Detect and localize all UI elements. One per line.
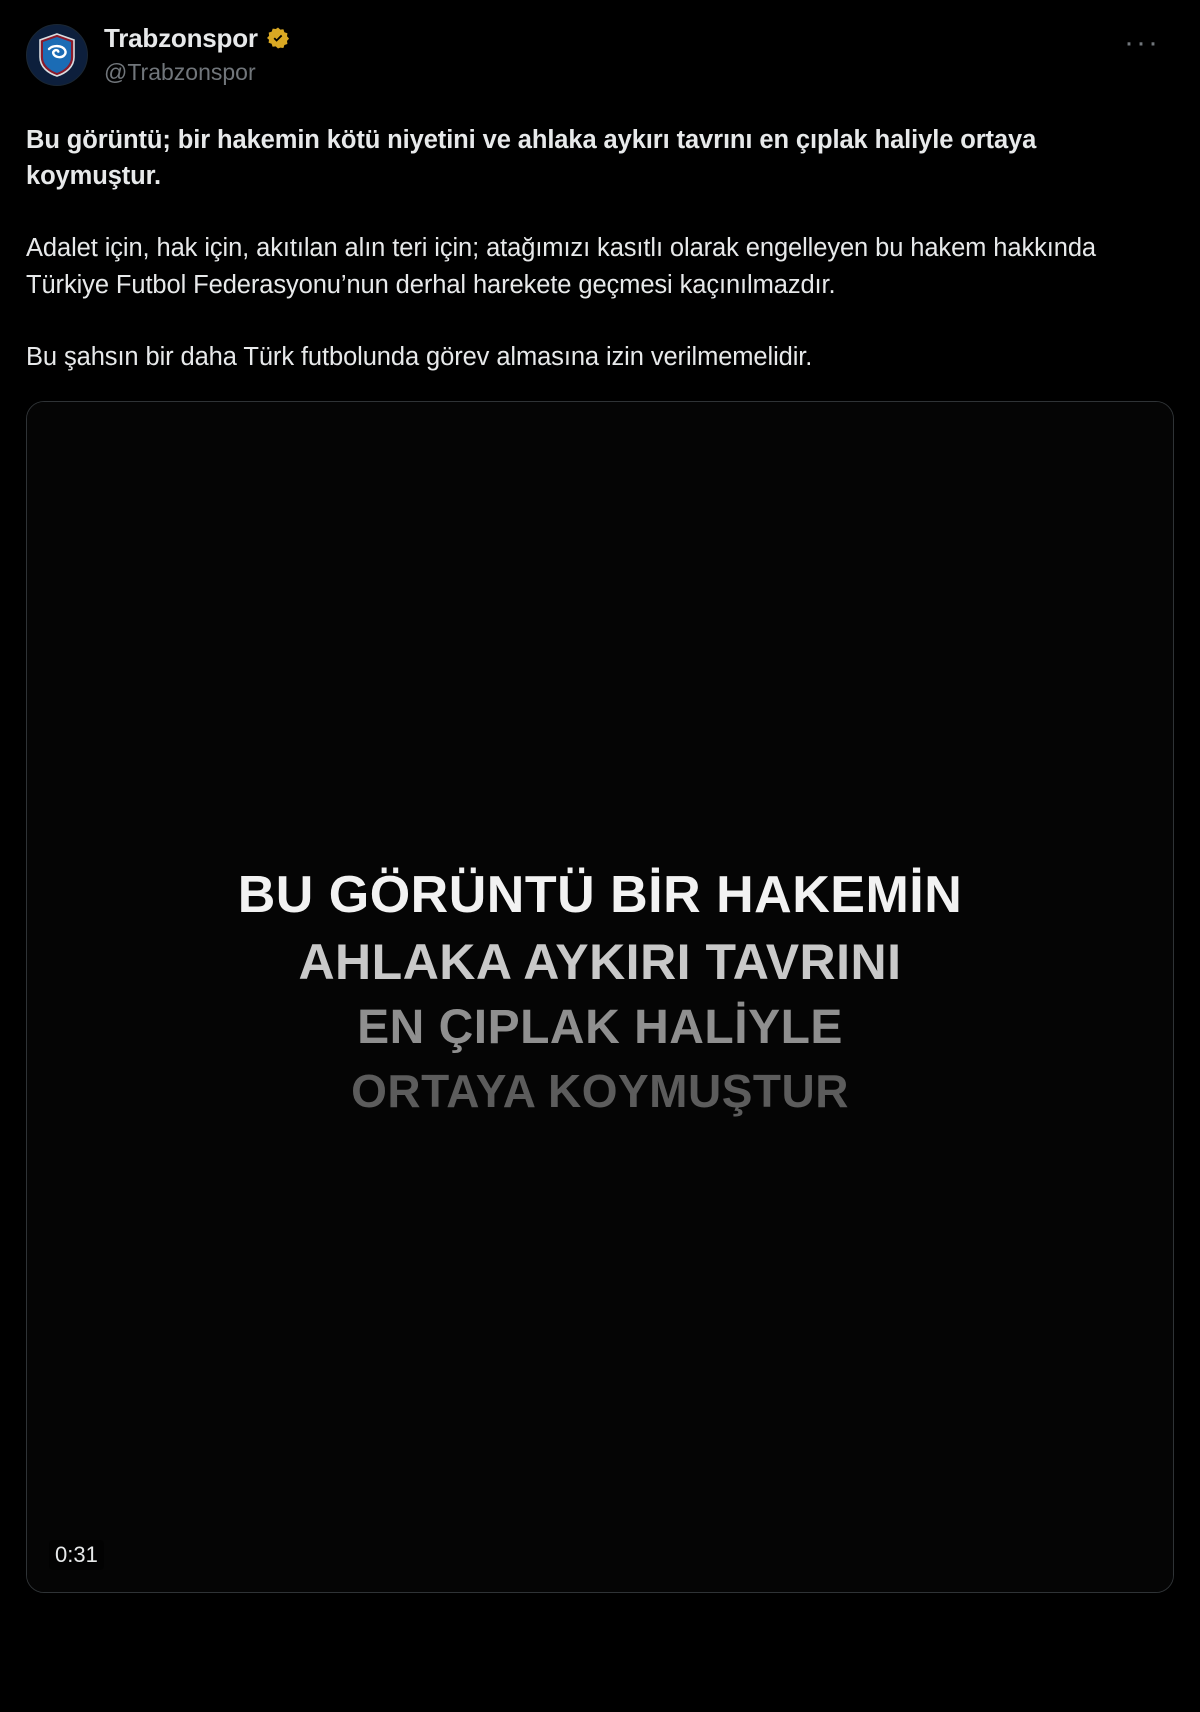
- author-handle[interactable]: @Trabzonspor: [104, 58, 256, 85]
- media-video-player[interactable]: [26, 401, 1174, 1593]
- video-frame: [27, 402, 1173, 1592]
- video-overlay-line-3: EN ÇIPLAK HALİYLE: [357, 1000, 843, 1054]
- video-overlay-line-1: BU GÖRÜNTÜ BİR HAKEMİN: [237, 866, 963, 925]
- video-overlay-line-2: AHLAKA AYKIRI TAVRINI: [298, 933, 902, 990]
- trabzonspor-crest-icon: [37, 33, 77, 77]
- tweet-paragraph-2: Adalet için, hak için, akıtılan alın teri için; atağımızı kasıtlı olarak engelleyen bu hakem hakkında Türkiye Futbol Federasyonu’nun derhal harekete geçmesi kaçınılmazdır.: [26, 234, 1096, 299]
- video-overlay-line-4: ORTAYA KOYMUŞTUR: [351, 1065, 849, 1118]
- verified-badge-icon: [266, 26, 290, 50]
- tweet-paragraph-3: Bu şahsın bir daha Türk futbolunda görev almasına izin verilmemelidir.: [26, 342, 813, 371]
- tweet-text: [26, 122, 1174, 375]
- video-duration-badge: 0:31: [49, 1540, 104, 1570]
- author-name-row: [104, 24, 290, 53]
- paragraph-spacer: [26, 303, 1174, 339]
- author-display-name[interactable]: Trabzonspor: [104, 23, 258, 53]
- video-overlay-text: [27, 865, 1173, 1118]
- author-identity: [104, 18, 290, 86]
- tweet-paragraph-1: Bu görüntü; bir hakemin kötü niyetini ve ahlaka aykırı tavrını en çıplak haliyle ortaya koymuştur.: [26, 126, 1037, 191]
- avatar[interactable]: [26, 24, 88, 86]
- tweet-header: [26, 18, 1174, 110]
- paragraph-spacer: [26, 194, 1174, 230]
- more-options-icon[interactable]: ···: [1124, 26, 1160, 59]
